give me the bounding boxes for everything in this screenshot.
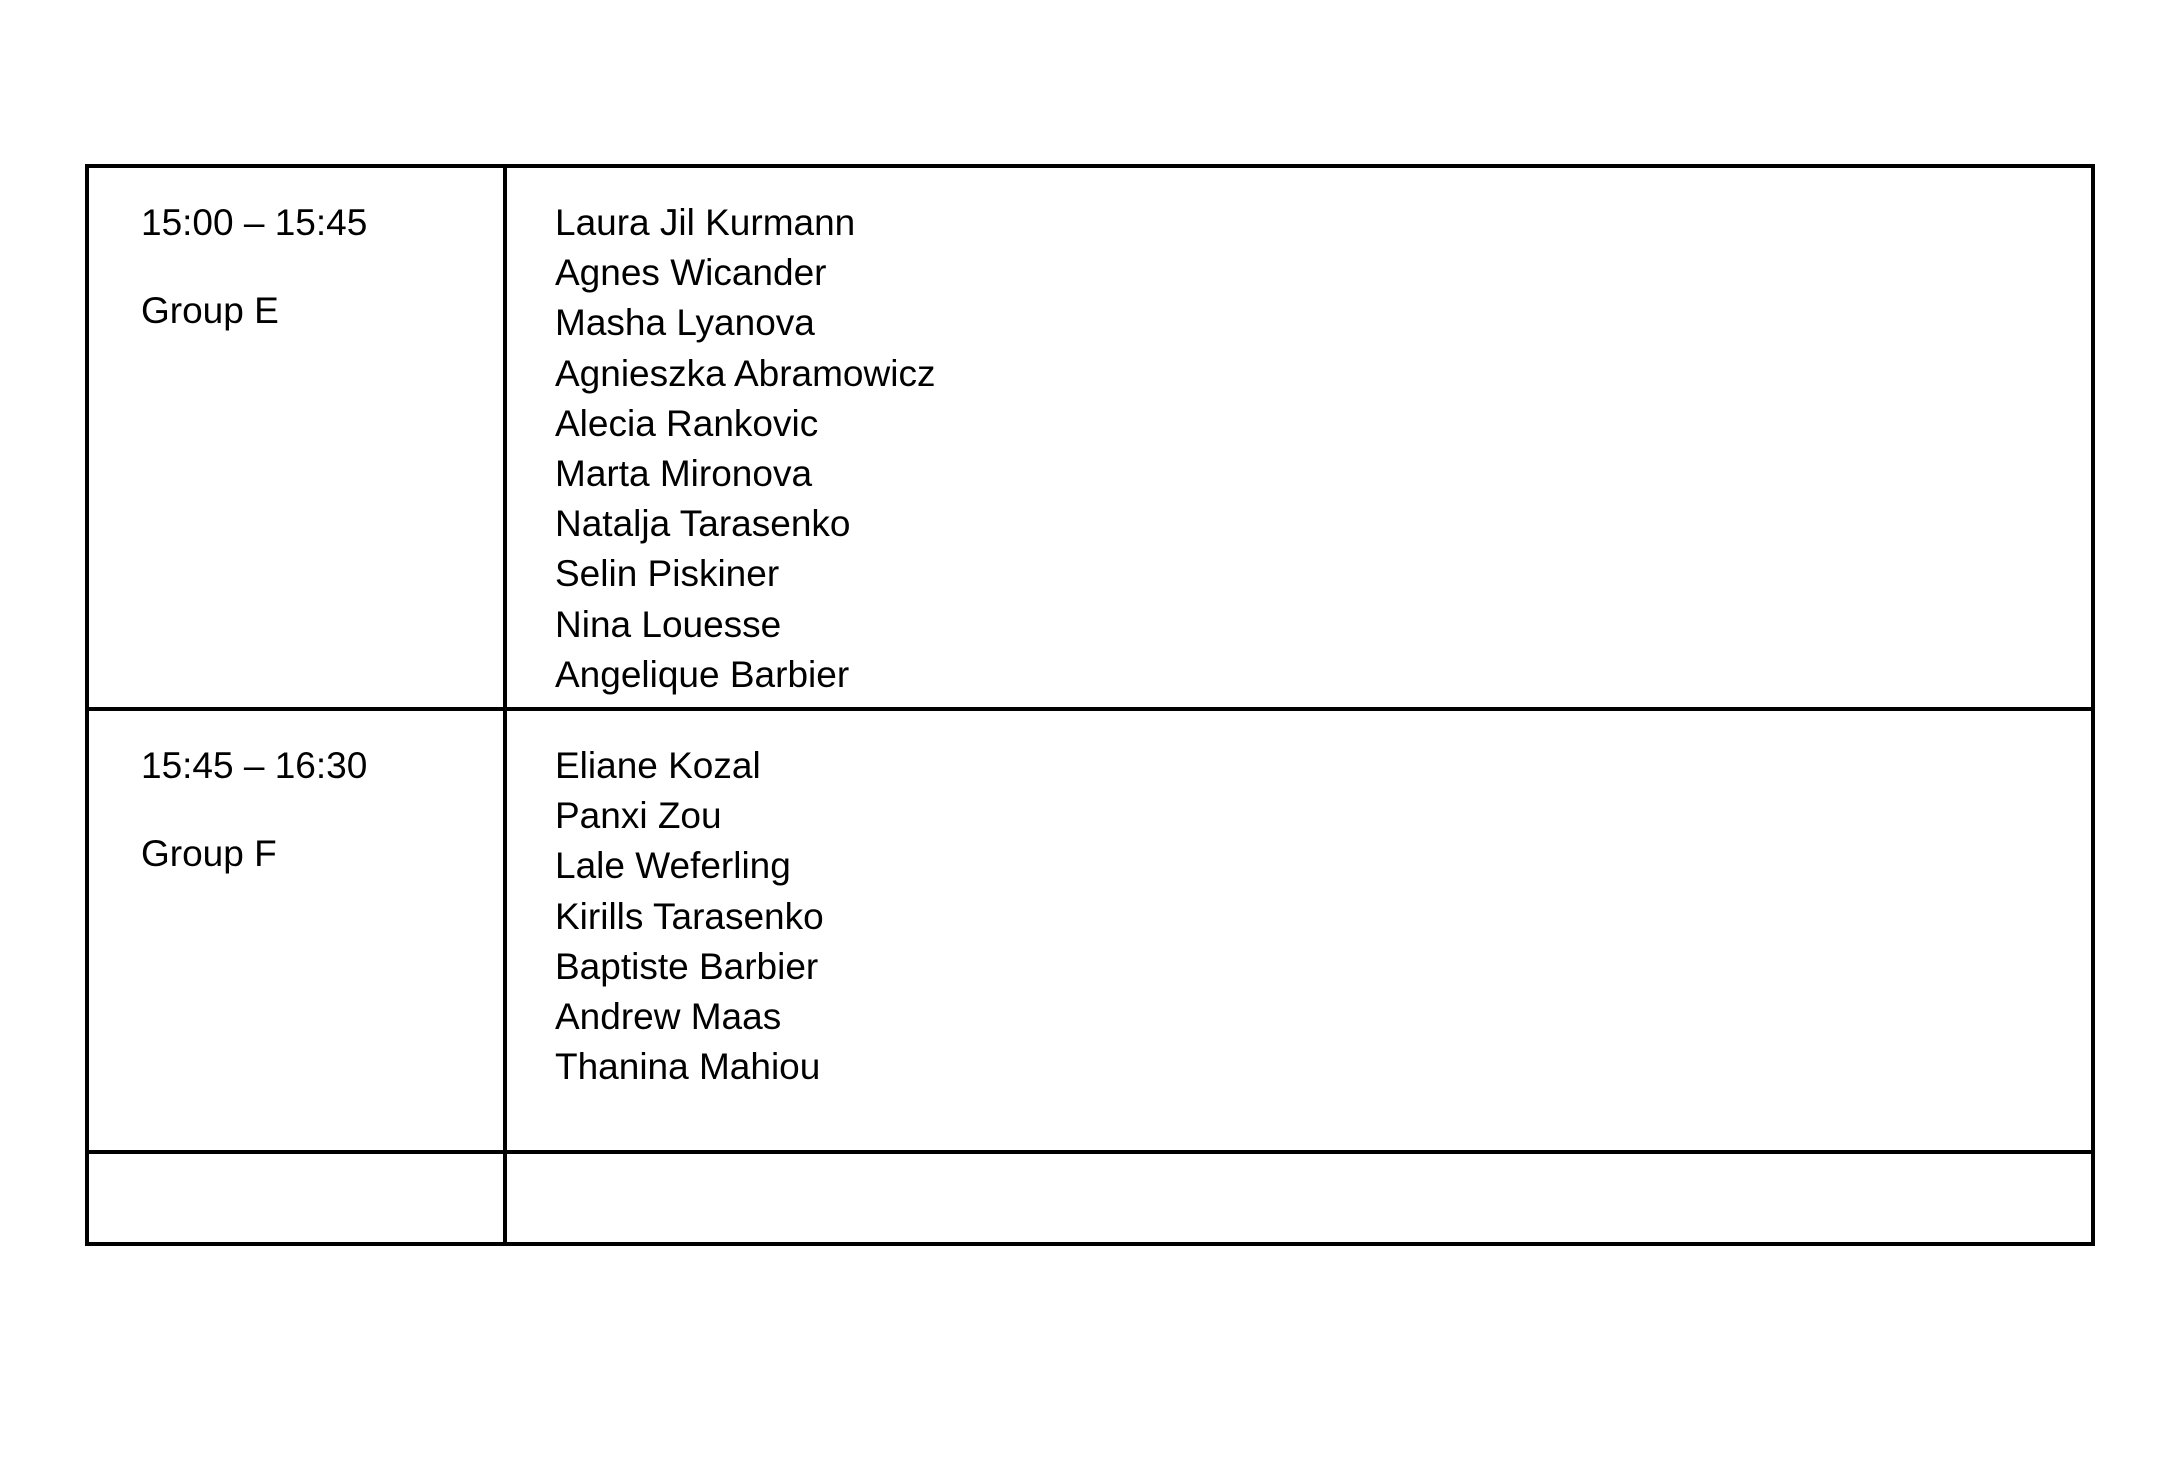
participant-name: Nina Louesse [555, 603, 782, 645]
empty-participants-cell [507, 1154, 2091, 1242]
participant-name: Angelique Barbier [555, 653, 850, 695]
participant-name: Kirills Tarasenko [555, 895, 824, 937]
participant-name: Lale Weferling [555, 845, 791, 887]
participant-name: Selin Piskiner [555, 553, 780, 595]
slot-time: 15:45 – 16:30 [141, 745, 368, 786]
slot-group: Group F [141, 833, 277, 874]
participant-name: Agnieszka Abramowicz [555, 352, 936, 394]
participant-name: Natalja Tarasenko [555, 503, 851, 545]
participant-list [555, 741, 824, 1092]
slot-2-participants-cell [507, 711, 2091, 1154]
slot-time: 15:00 – 15:45 [141, 202, 368, 243]
participant-name: Marta Mironova [555, 453, 813, 495]
participant-name: Alecia Rankovic [555, 402, 819, 444]
participant-name: Baptiste Barbier [555, 945, 819, 987]
slot-2-time-cell [89, 711, 507, 1154]
participant-name: Eliane Kozal [555, 745, 761, 786]
schedule-table [85, 164, 2095, 1246]
participant-name: Masha Lyanova [555, 302, 815, 344]
slot-group: Group E [141, 290, 279, 331]
participant-name: Andrew Maas [555, 996, 782, 1038]
slot-1-participants-cell [507, 168, 2091, 711]
participant-name: Panxi Zou [555, 795, 722, 837]
participant-name: Laura Jil Kurmann [555, 202, 856, 243]
slot-1-time-cell [89, 168, 507, 711]
participant-name: Thanina Mahiou [555, 1046, 821, 1088]
empty-time-cell [89, 1154, 507, 1242]
participant-name: Agnes Wicander [555, 252, 827, 294]
participant-list [555, 198, 935, 700]
